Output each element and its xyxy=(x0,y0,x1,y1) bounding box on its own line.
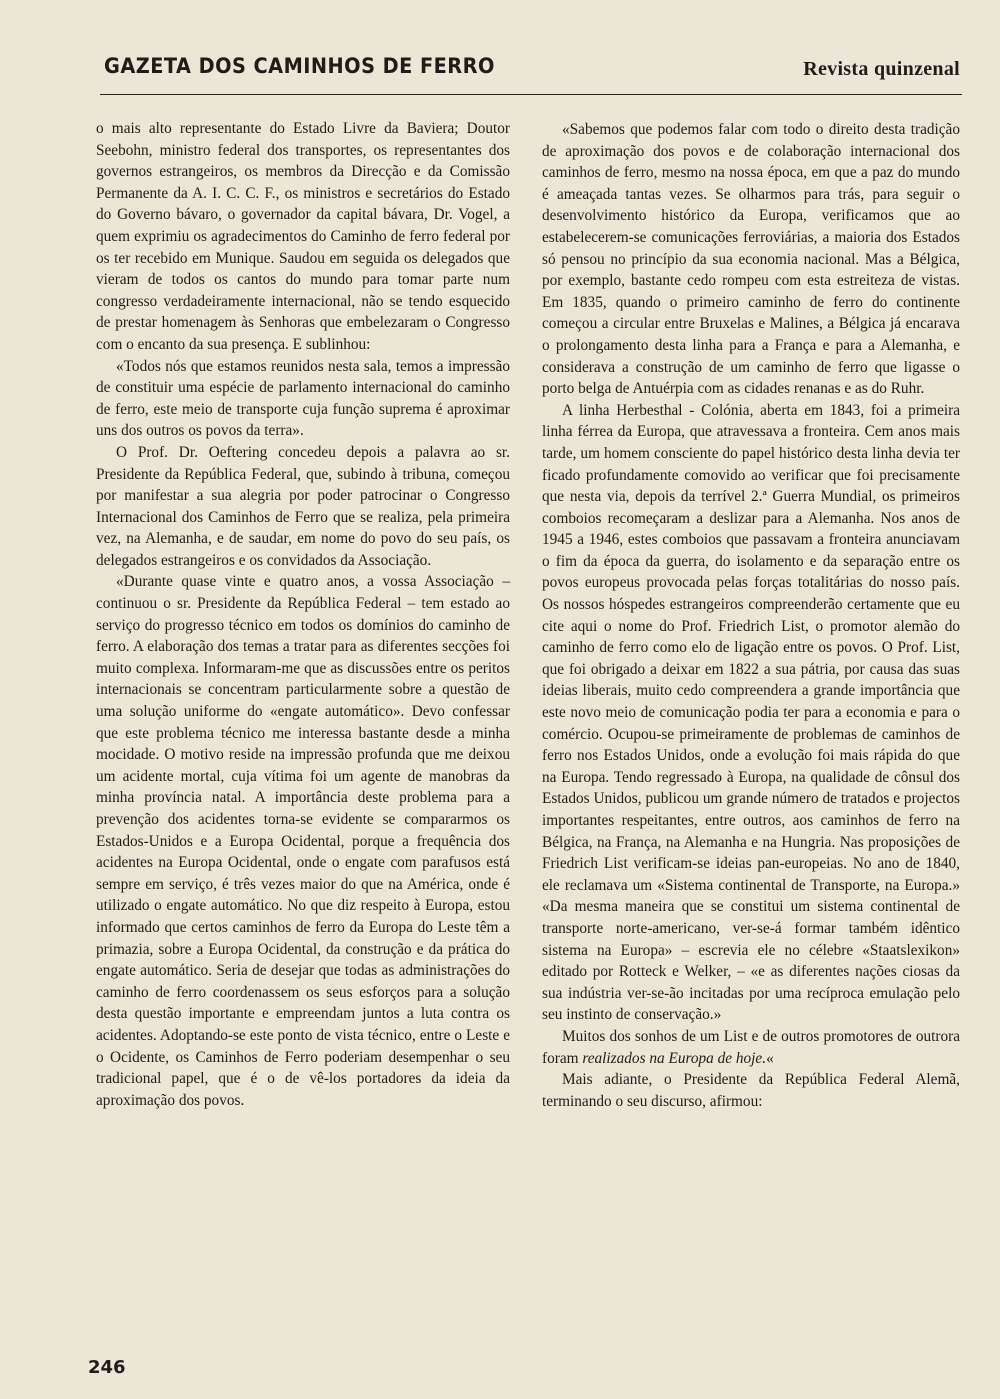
paragraph xyxy=(542,1026,960,1069)
paragraph: «Todos nós que estamos reunidos nesta sala, temos a impressão de constituir uma espécie de parlamento internacional do caminho de ferro, este meio de transporte cuja função suprema é aproximar uns dos outros os povos da terra». xyxy=(96,357,510,440)
paragraph: A linha Herbesthal - Colónia, aberta em 1843, foi a primeira linha férrea da Europa, que atravessava a fronteira. Cem anos mais tarde, um homem consciente do papel histórico desta linha devia ter ficado profundamente comovido ao verificar que foi precisamente que nesta via, depois da terrível 2.ª Guerra Mundial, os primeiros comboios recomeçaram a deslizar para a Alemanha. Nos anos de 1945 a 1946, estes comboios que passavam a fronteira anunciavam o fim da época da guerra, do isolamento e da separação entre os povos europeus provocada pelas forças totalitárias do nosso país. Os nossos hóspedes estrangeiros compreenderão certamente que eu cite aqui o nome do Prof. Friedrich List, o promotor alemão do caminho de ferro como elo de ligação entre os povos. O Prof. List, que foi obrigado a deixar em 1822 a sua pátria, por causa das suas ideias liberais, muito cedo compreendera a grande importância que este novo meio de comunicação podia ter para a economia e para o comércio. Ocupou-se primeiramente de problemas de caminhos de ferro nos Estados Unidos, onde a evolução foi mais rápida do que na Europa. Tendo regressado à Europa, na qualidade de cônsul dos Estados Unidos, publicou um grande número de tratados e projectos importantes respeitantes, entre outros, aos caminhos de ferro na Bélgica, na França, na Alemanha e na Hungria. Nas proposições de Friedrich List verificam-se ideias pan-europeias. No ano de 1840, ele reclamava um «Sistema continental de Transporte, na Europa.» «Da mesma maneira que se constitui um sistema continental de transporte norte-americano, ver-se-á formar também idêntico sistema na Europa» – escrevia ele no célebre «Staatslexikon» editado por Rotteck e Welker, – «e as diferentes nações ciosas da sua indústria ver-se-ão incitadas por uma recíproca emulação pelo seu instinto de conservação.» xyxy=(542,401,960,1024)
right-column xyxy=(542,119,960,1112)
left-column xyxy=(96,118,510,1111)
paragraph: o mais alto representante do Estado Livre da Baviera; Doutor Seebohn, ministro federal dos transportes, os representantes dos governos estrangeiros, os membros da Direcção e da Comissão Permanente da A. I. C. C. F., os ministros e secretários do Estado do Governo bávaro, o governador da capital bávara, Dr. Vogel, a quem exprimiu os agradecimentos do Caminho de ferro federal por os ter recebido em Munique. Saudou em seguida os delegados que vieram de todos os cantos do mundo para tomar parte num congresso verdadeiramente internacional, não se tendo esquecido de prestar homenagem às Senhoras que embelezaram o Congresso com o encanto da sua presença. E sublinhou: xyxy=(96,120,510,353)
paragraph-text: Muitos dos sonhos de um List e de outros promotores de outrora foram xyxy=(542,1027,960,1067)
journal-title: GAZETA DOS CAMINHOS DE FERRO xyxy=(104,54,495,78)
closing-quote: « xyxy=(766,1049,774,1067)
paragraph: Mais adiante, o Presidente da República Federal Alemã, terminando o seu discurso, afirmou: xyxy=(542,1071,960,1110)
italic-phrase: realizados na Europa de hoje. xyxy=(582,1049,767,1067)
page-number: 246 xyxy=(88,1357,126,1378)
paragraph: O Prof. Dr. Oeftering concedeu depois a palavra ao sr. Presidente da República Federal, que, subindo à tribuna, começou por manifestar a sua alegria por poder patrocinar o Congresso Internacional dos Caminhos de Ferro que se realiza, pela primeira vez, na Alemanha, e de saudar, em nome do povo do seu país, os delegados estrangeiros e os convidados da Associação. xyxy=(96,443,510,569)
journal-subtitle: Revista quinzenal xyxy=(803,58,960,80)
paragraph: «Sabemos que podemos falar com todo o direito desta tradição de aproximação dos povos e de colaboração internacional dos caminhos de ferro, mesmo na nossa época, em que a paz do mundo é ameaçada tantas vezes. Se olharmos para trás, para seguir o desenvolvimento histórico da Europa, verificamos que ao estabelecerem-se comunicações ferroviárias, a maioria dos Estados só pensou no princípio da sua economia nacional. Mas a Bélgica, por exemplo, bastante cedo rompeu com esta estreiteza de vistas. Em 1835, quando o primeiro caminho de ferro do continente começou a circular entre Bruxelas e Malines, a Bélgica já encarava o prolongamento desta linha para a França e para a Alemanha, e considerava a construção de um caminho de ferro que ligasse o porto belga de Antuérpia com as cidades renanas e as do Ruhr. xyxy=(542,121,960,398)
header-rule xyxy=(100,94,962,95)
paragraph: «Durante quase vinte e quatro anos, a vossa Associação – continuou o sr. Presidente da República Federal – tem estado ao serviço do progresso técnico em todos os domínios do caminho de ferro. A elaboração dos temas a tratar para as diferentes secções foi muito complexa. Informaram-me que as discussões entre os peritos internacionais se concentram particularmente sobre a questão de uma solução uniforme do «engate automático». Devo confessar que este problema técnico me interessa bastante desde a minha mocidade. O motivo reside na impressão profunda que me deixou um acidente mortal, cuja vítima foi um agente de manobras da minha província natal. A importância deste problema para a prevenção dos acidentes torna-se evidente se compararmos os Estados-Unidos e a Europa Ocidental, porque a frequência dos acidentes na Europa Ocidental, onde o engate com parafusos está sempre em serviço, é três vezes maior do que na América, onde é utilizado o engate automático. No que diz respeito à Europa, estou informado que certos caminhos de ferro da Europa do Leste têm a primazia, sobre a Europa Ocidental, da construção e da prática do engate automático. Seria de desejar que todas as administrações do caminho de ferro coordenassem os seus esforços para a solução desta questão importante e empreendam juntos a luta contra os acidentes. Adoptando-se este ponto de vista técnico, entre o Leste e o Ocidente, os Caminhos de Ferro poderiam desempenhar o seu tradicional papel, que é o de vê-los portadores da ideia da aproximação dos povos. xyxy=(96,573,510,1109)
